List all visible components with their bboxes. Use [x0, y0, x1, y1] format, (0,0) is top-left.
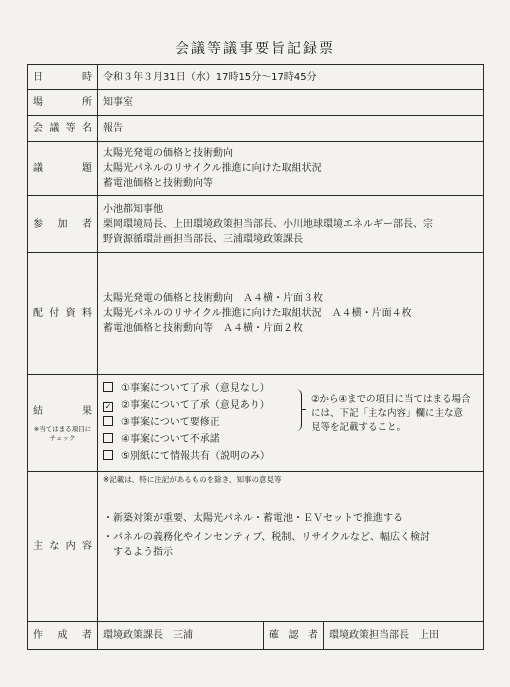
- row-result: [28, 375, 484, 472]
- result-option-text: ⑤別紙にて情報共有（説明のみ）: [121, 451, 270, 462]
- result-option-1: [103, 381, 270, 396]
- page-title: 会議等議事要旨記録票: [175, 41, 335, 57]
- datetime-value: 令和３年３月31日（水）17時15分～17時45分: [98, 65, 484, 90]
- materials-value: [98, 253, 484, 375]
- author-label: 作成者: [28, 622, 98, 650]
- place-label: 場 所: [28, 90, 98, 116]
- materials-line: 蓄電池価格と技術動向等 Ａ４横・片面２枚: [103, 323, 303, 334]
- content-note: ※記載は、特に注記があるものを除き、知事の意見等: [103, 475, 282, 484]
- checkbox-icon: [103, 416, 113, 426]
- content-bullets: [103, 511, 478, 560]
- materials-line: 太陽光パネルのリサイクル推進に向けた取組状況 Ａ４横・片面４枚: [103, 308, 412, 319]
- row-footer: [28, 622, 484, 650]
- record-form-table: [27, 64, 484, 650]
- place-value: 知事室: [98, 90, 484, 116]
- result-value: [98, 375, 484, 472]
- agenda-line: 太陽光発電の価格と技術動向: [103, 148, 233, 159]
- result-label-note: ※当てはまる項目にチェック: [33, 425, 92, 442]
- agenda-line: 蓄電池価格と技術動向等: [103, 178, 213, 189]
- participants-line: 小池都知事他: [103, 203, 163, 215]
- agenda-label: 議 題: [28, 142, 98, 196]
- row-datetime: [28, 65, 484, 90]
- participants-label: 参加者: [28, 196, 98, 253]
- meeting-name-label: 会議等名: [28, 116, 98, 142]
- agenda-value: [98, 142, 484, 196]
- content-label: 主な内容: [28, 472, 98, 622]
- result-option-3: [103, 415, 220, 430]
- result-option-4: [103, 432, 220, 447]
- checkbox-icon: [103, 450, 113, 460]
- row-place: [28, 90, 484, 116]
- result-option-5: [103, 449, 270, 464]
- participants-line: 野資源循環計画担当部長、三浦環境政策課長: [103, 233, 303, 245]
- checked-checkbox-icon: ✓: [104, 402, 112, 411]
- content-bullet: ・パネルの義務化やインセンティブ、税制、リサイクルなど、幅広く検討: [103, 532, 430, 544]
- result-option-text: ③事案について要修正: [121, 417, 220, 428]
- content-bullet: するよう指示: [103, 547, 173, 559]
- materials-label: 配付資料: [28, 253, 98, 375]
- author-value: 環境政策課長 三浦: [98, 622, 264, 650]
- row-materials: [28, 253, 484, 375]
- result-label: [28, 375, 98, 472]
- confirm-label: 確認者: [264, 622, 324, 650]
- row-content: [28, 472, 484, 622]
- datetime-label: 日 時: [28, 65, 98, 90]
- materials-line: 太陽光発電の価格と技術動向 Ａ４横・片面３枚: [103, 293, 323, 304]
- result-option-text: ①事案について了承（意見なし）: [121, 383, 270, 394]
- agenda-line: 太陽光パネルのリサイクル推進に向けた取組状況: [103, 163, 322, 174]
- brace-icon: [293, 389, 302, 431]
- result-option-2: [103, 398, 270, 413]
- result-option-text: ④事案について不承諾: [121, 434, 220, 445]
- result-label-text: 結 果: [33, 406, 92, 418]
- checkbox-icon: [103, 382, 113, 392]
- result-option-text: ②事案について了承（意見あり）: [121, 400, 270, 411]
- participants-line: 栗岡環境局長、上田環境政策担当部長、小川地球環境エネルギー部長、宗: [103, 218, 433, 230]
- confirm-value: 環境政策担当部長 上田: [324, 622, 484, 650]
- meeting-name-value: 報告: [98, 116, 484, 142]
- content-value: [98, 472, 484, 622]
- row-meeting-name: [28, 116, 484, 142]
- participants-value: [98, 196, 484, 253]
- row-agenda: [28, 142, 484, 196]
- checkbox-icon: [103, 433, 113, 443]
- result-note: ②から④までの項目に当てはまる場合には、下記「主な内容」欄に主な意見等を記載すること。: [311, 394, 471, 433]
- content-bullet: ・新築対策が重要、太陽光パネル・蓄電池・ＥＶセットで推進する: [103, 513, 403, 525]
- row-participants: [28, 196, 484, 253]
